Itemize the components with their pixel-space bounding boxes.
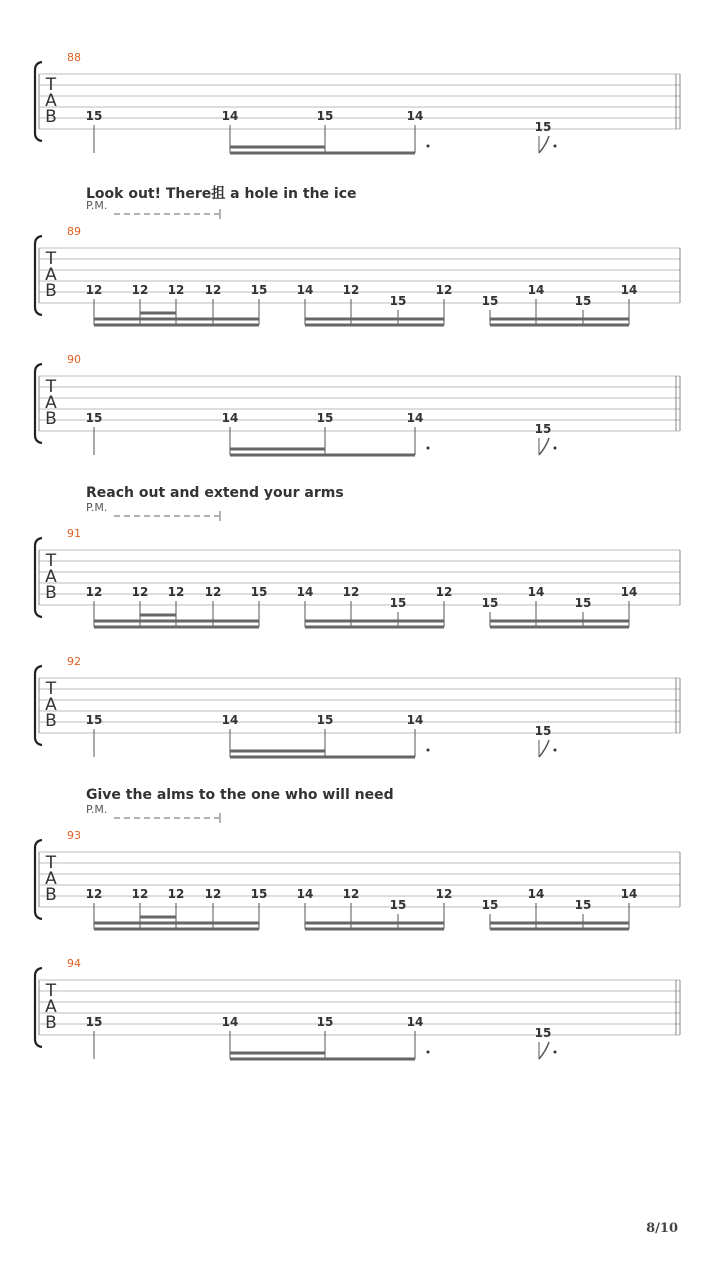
fret-number: 15 [316,1015,334,1029]
note-flag [539,438,549,455]
fret-number: 15 [316,109,334,123]
tab-clef-letter: A [45,393,57,413]
fret-number: 14 [221,1015,239,1029]
tab-clef-letter: A [45,567,57,587]
tab-clef-letter: B [45,583,57,603]
tab-clef-letter: T [45,679,57,699]
note-flag [539,740,549,757]
measure-number: 88 [67,51,81,64]
fret-number: 14 [620,283,638,297]
tab-clef-letter: T [45,551,57,571]
tab-clef-letter: B [45,885,57,905]
tab-clef-letter: B [45,711,57,731]
fret-number: 14 [620,585,638,599]
measure-number: 92 [67,655,81,668]
measure-number: 94 [67,957,81,970]
fret-number: 12 [204,585,222,599]
tab-clef-letter: A [45,265,57,285]
palm-mute-label: P.M. [86,803,108,816]
fret-number: 15 [250,585,268,599]
fret-number: 12 [435,283,453,297]
fret-number: 15 [389,898,407,912]
lyric-line: Reach out and extend your arms [86,485,344,501]
augmentation-dot [427,447,430,450]
fret-number: 12 [131,887,149,901]
measure-number: 89 [67,225,81,238]
tab-clef-letter: B [45,409,57,429]
lyric-line: Look out! There抯 a hole in the ice [86,186,357,202]
fret-number: 12 [435,887,453,901]
palm-mute-label: P.M. [86,501,108,514]
augmentation-dot [554,1051,557,1054]
fret-number: 14 [406,713,424,727]
palm-mute-label: P.M. [86,199,108,212]
fret-number: 15 [316,411,334,425]
fret-number: 14 [221,713,239,727]
tab-clef-letter: A [45,91,57,111]
fret-number: 12 [167,585,185,599]
augmentation-dot [554,749,557,752]
fret-number: 14 [296,887,314,901]
fret-number: 15 [85,411,103,425]
tab-clef-letter: T [45,75,57,95]
tab-clef-letter: B [45,1013,57,1033]
fret-number: 14 [221,411,239,425]
fret-number: 15 [85,713,103,727]
fret-number: 14 [406,109,424,123]
fret-number: 15 [574,898,592,912]
augmentation-dot [554,145,557,148]
augmentation-dot [427,749,430,752]
fret-number: 12 [131,283,149,297]
tab-clef-letter: A [45,695,57,715]
tab-clef-letter: T [45,377,57,397]
fret-number: 12 [167,887,185,901]
fret-number: 15 [534,1026,552,1040]
fret-number: 15 [574,596,592,610]
fret-number: 15 [85,1015,103,1029]
page-number: 8/10 [646,1221,678,1236]
fret-number: 15 [389,294,407,308]
measure-number: 90 [67,353,81,366]
fret-number: 12 [435,585,453,599]
lyric-line: Give the alms to the one who will need [86,787,394,803]
augmentation-dot [427,1051,430,1054]
fret-number: 14 [406,1015,424,1029]
fret-number: 14 [406,411,424,425]
fret-number: 12 [342,887,360,901]
fret-number: 15 [250,887,268,901]
fret-number: 15 [534,120,552,134]
fret-number: 15 [534,422,552,436]
fret-number: 14 [296,283,314,297]
tab-clef-letter: B [45,281,57,301]
augmentation-dot [427,145,430,148]
fret-number: 12 [204,887,222,901]
fret-number: 15 [250,283,268,297]
fret-number: 14 [527,887,545,901]
tab-clef-letter: T [45,249,57,269]
fret-number: 15 [574,294,592,308]
fret-number: 15 [316,713,334,727]
fret-number: 12 [85,283,103,297]
fret-number: 15 [534,724,552,738]
fret-number: 12 [342,283,360,297]
tab-clef-letter: T [45,853,57,873]
tab-clef-letter: A [45,997,57,1017]
fret-number: 15 [481,294,499,308]
fret-number: 14 [527,283,545,297]
tab-clef-letter: T [45,981,57,1001]
measure-number: 91 [67,527,81,540]
fret-number: 12 [342,585,360,599]
tab-clef-letter: A [45,869,57,889]
augmentation-dot [554,447,557,450]
fret-number: 15 [481,596,499,610]
note-flag [539,1042,549,1059]
tab-clef-letter: B [45,107,57,127]
measure-number: 93 [67,829,81,842]
fret-number: 14 [527,585,545,599]
fret-number: 12 [85,585,103,599]
note-flag [539,136,549,153]
fret-number: 12 [167,283,185,297]
fret-number: 14 [620,887,638,901]
fret-number: 15 [389,596,407,610]
fret-number: 14 [296,585,314,599]
fret-number: 12 [85,887,103,901]
fret-number: 14 [221,109,239,123]
fret-number: 12 [204,283,222,297]
fret-number: 15 [85,109,103,123]
fret-number: 15 [481,898,499,912]
fret-number: 12 [131,585,149,599]
